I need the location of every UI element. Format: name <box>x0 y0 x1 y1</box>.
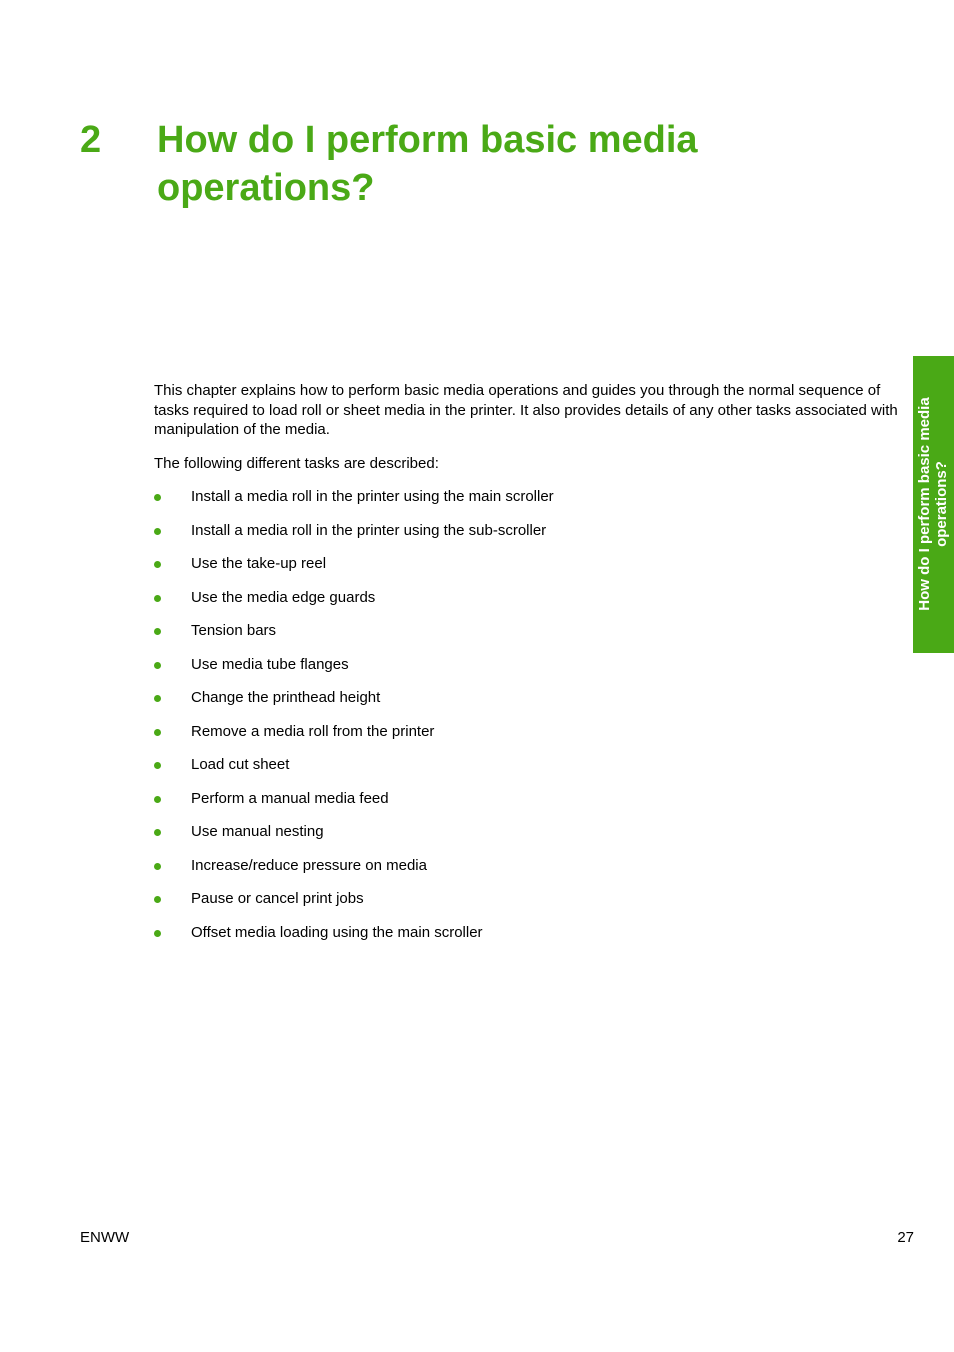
bullet-icon <box>154 528 161 535</box>
bullet-icon <box>154 662 161 669</box>
bullet-icon <box>154 729 161 736</box>
side-tab-label: How do I perform basic media operations? <box>916 397 950 611</box>
page-number: 27 <box>897 1229 914 1246</box>
list-item <box>154 655 899 689</box>
list-item <box>154 521 899 555</box>
list-item-text: Use the take-up reel <box>191 555 327 572</box>
list-item <box>154 789 899 823</box>
bullet-icon <box>154 796 161 803</box>
chapter-title: How do I perform basic media operations? <box>157 119 698 209</box>
chapter-number: 2 <box>80 119 102 161</box>
bullet-icon <box>154 695 161 702</box>
list-item-text: Use media tube flanges <box>191 655 349 673</box>
bullet-icon <box>154 863 161 870</box>
bullet-icon <box>154 561 161 568</box>
list-item-text: Offset media loading using the main scroller <box>191 923 483 941</box>
bullet-icon <box>154 829 161 836</box>
list-item <box>154 889 899 923</box>
list-item <box>154 588 899 622</box>
intro-lead-in: The following different tasks are described: <box>154 454 439 472</box>
list-item-text: Pause or cancel print jobs <box>191 890 364 907</box>
list-item-text: Change the printhead height <box>191 689 381 706</box>
chapter-side-tab <box>913 356 954 653</box>
chapter-body <box>154 381 899 956</box>
list-item-text: Remove a media roll from the printer <box>191 722 435 740</box>
list-item <box>154 856 899 890</box>
list-item <box>154 722 899 756</box>
bullet-icon <box>154 930 161 937</box>
task-list <box>154 487 899 956</box>
list-item-text: Increase/reduce pressure on media <box>191 856 427 874</box>
list-item <box>154 487 899 521</box>
bullet-icon <box>154 896 161 903</box>
list-item-text: Tension bars <box>191 622 277 639</box>
list-item <box>154 923 899 957</box>
bullet-icon <box>154 628 161 635</box>
list-item-text: Perform a manual media feed <box>191 789 389 807</box>
list-item <box>154 688 899 722</box>
list-item-text: Install a media roll in the printer using the sub-scroller <box>191 521 547 539</box>
list-item-text: Load cut sheet <box>191 756 290 773</box>
list-item <box>154 822 899 856</box>
bullet-icon <box>154 595 161 602</box>
list-item-text: Use manual nesting <box>191 823 324 840</box>
list-item-text: Use the media edge guards <box>191 588 376 606</box>
intro-paragraph: This chapter explains how to perform basic media operations and guides you through the normal sequence of tasks required to load roll or sheet media in the printer. It also provides details of any other tasks associated with manipulation of the media. <box>154 382 898 438</box>
list-item <box>154 554 899 588</box>
bullet-icon <box>154 494 161 501</box>
list-item <box>154 621 899 655</box>
list-item <box>154 755 899 789</box>
bullet-icon <box>154 762 161 769</box>
list-item-text: Install a media roll in the printer using the main scroller <box>191 488 554 505</box>
footer-label: ENWW <box>80 1229 130 1246</box>
